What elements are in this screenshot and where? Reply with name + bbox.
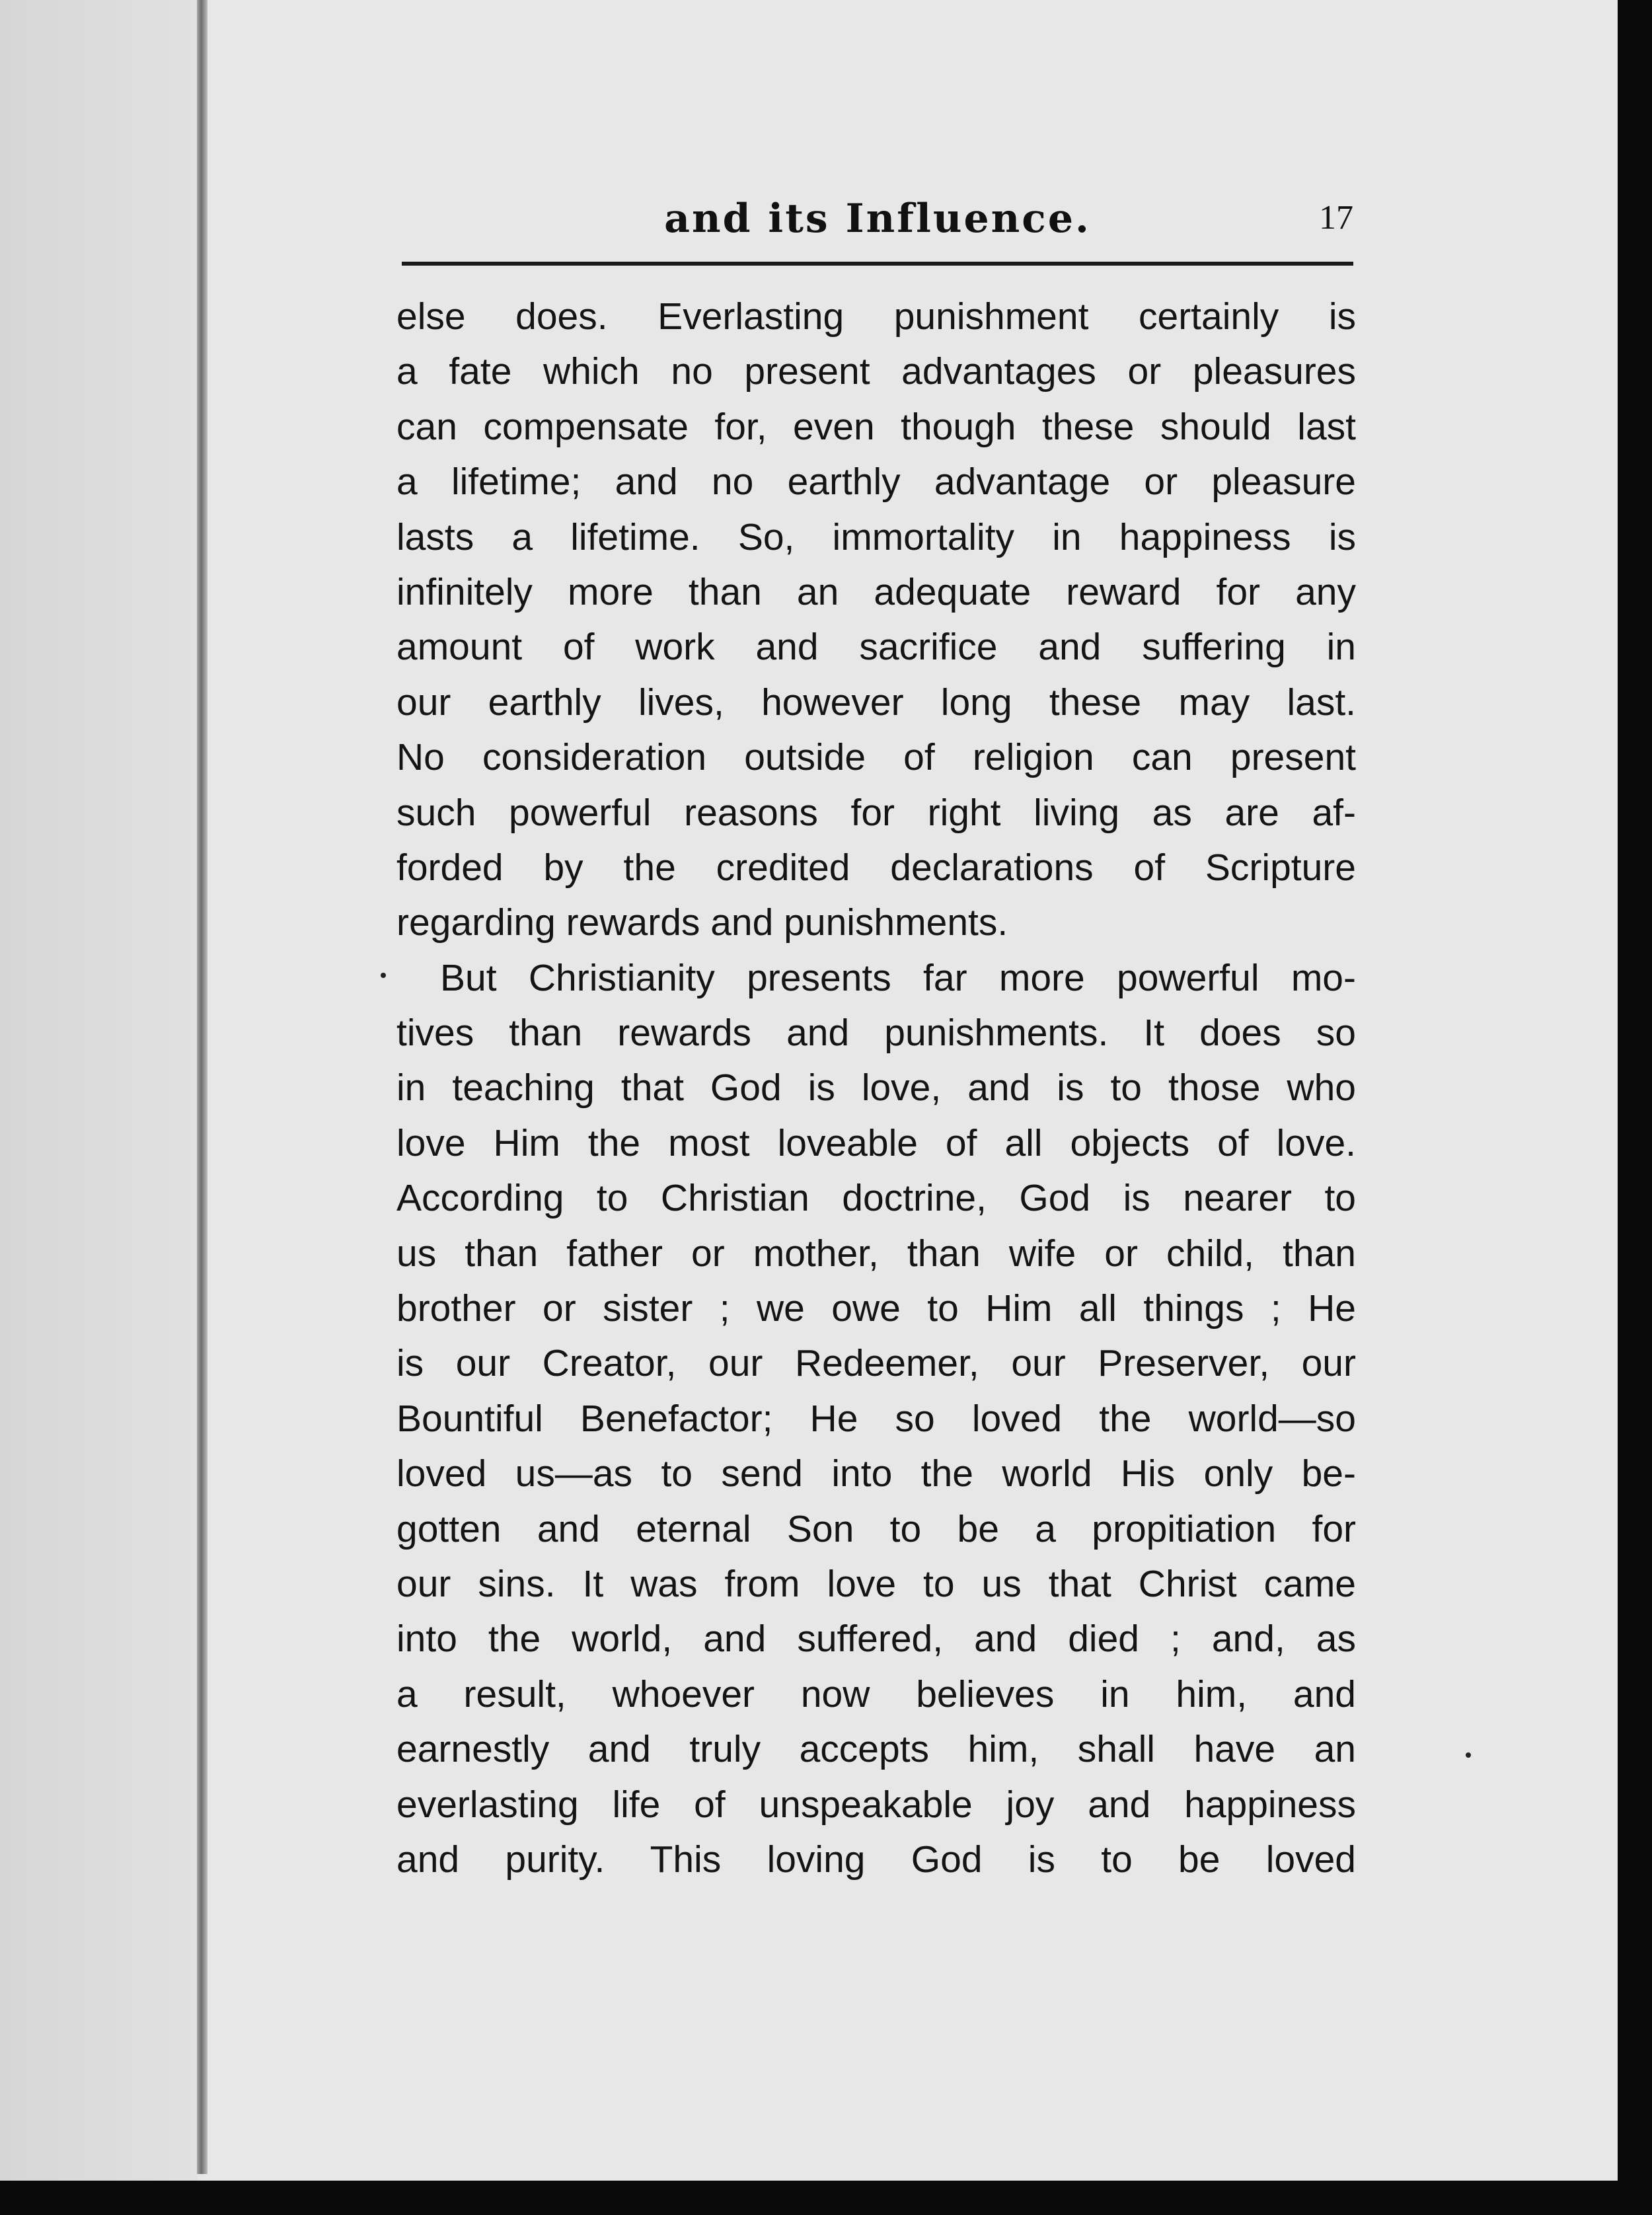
text-line: earnestly and truly accepts him, shall have an [396,1728,1356,1771]
text-line: lasts a lifetime. So, immortality in happiness is [396,515,1356,558]
page-header [402,196,1353,255]
paragraph-1 [396,289,1356,951]
facing-page-edge [0,0,197,2181]
text-line: No consideration outside of religion can present [396,736,1356,779]
text-line: us than father or mother, than wife or child, than [396,1232,1356,1275]
text-line: everlasting life of unspeakable joy and happiness [396,1783,1356,1826]
ink-speck [1466,1752,1471,1758]
text-line: into the world, and suffered, and died ; and, as [396,1618,1356,1661]
text-line: infinitely more than an adequate reward for any [396,570,1356,613]
text-line: such powerful reasons for right living as are af- [396,791,1356,834]
text-line: amount of work and sacrifice and suffering in [396,626,1356,669]
text-line: a result, whoever now believes in him, and [396,1672,1356,1715]
text-line: forded by the credited declarations of Scripture [396,846,1356,889]
text-line: gotten and eternal Son to be a propitiation for [396,1507,1356,1550]
text-line: Bountiful Benefactor; He so loved the world—so [396,1397,1356,1440]
text-line: our earthly lives, however long these may last. [396,681,1356,724]
text-line: But Christianity presents far more powerful mo- [440,956,1356,999]
page-number: 17 [1319,199,1353,237]
running-head: and its Influence. [664,196,1091,242]
text-line: else does. Everlasting punishment certainly is [396,295,1356,338]
ink-speck [381,973,386,978]
text-line: a lifetime; and no earthly advantage or pleasure [396,461,1356,504]
text-line: regarding rewards and punishments. [396,901,1008,944]
text-line: our sins. It was from love to us that Christ came [396,1562,1356,1605]
header-rule [402,262,1353,266]
text-line: tives than rewards and punishments. It does so [396,1012,1356,1055]
body-text [396,289,1356,1887]
text-line: According to Christian doctrine, God is nearer to [396,1177,1356,1220]
text-line: and purity. This loving God is to be loved [396,1838,1356,1881]
text-line: is our Creator, our Redeemer, our Preserver, our [396,1342,1356,1385]
text-line: loved us—as to send into the world His only be- [396,1452,1356,1495]
paragraph-2 [396,951,1356,1888]
text-line: in teaching that God is love, and is to those who [396,1067,1356,1109]
text-line: can compensate for, even though these should last [396,405,1356,448]
text-line: love Him the most loveable of all objects of love. [396,1121,1356,1164]
binding-shadow [197,0,207,2174]
text-line: a fate which no present advantages or pleasures [396,350,1356,393]
text-line: brother or sister ; we owe to Him all things ; He [396,1287,1356,1330]
